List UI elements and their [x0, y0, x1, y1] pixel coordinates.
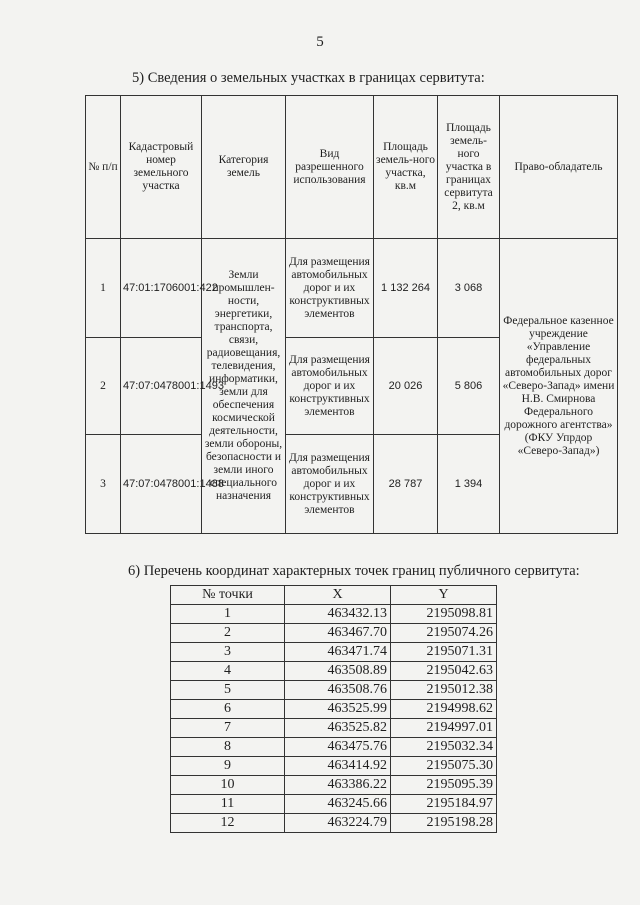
section6-heading: 6) Перечень координат характерных точек границ публичного сервитута: [128, 563, 580, 579]
permitted-use: Для размещения автомобильных дорог и их конструктивных элементов [286, 239, 374, 338]
table-row [86, 239, 618, 338]
col-header-use: Вид разрешенного использования [286, 96, 374, 239]
servitude-area: 1 394 [438, 435, 500, 534]
coord-row [171, 757, 497, 776]
point-number: 6 [171, 700, 285, 719]
coord-row [171, 795, 497, 814]
coord-y: 2195071.31 [391, 643, 497, 662]
coord-row [171, 719, 497, 738]
coord-x: 463386.22 [285, 776, 391, 795]
coord-x: 463525.82 [285, 719, 391, 738]
land-plots-table [85, 95, 618, 534]
point-number: 7 [171, 719, 285, 738]
col-header-y: Y [391, 586, 497, 605]
point-number: 12 [171, 814, 285, 833]
land-category: Земли промышлен-ности, энергетики, транспорта, связи, радиовещания, телевидения, информатики, земли для обеспечения космической деятельности, земли обороны, безопасности и земли иного специального назначения [202, 239, 286, 534]
coord-x: 463508.89 [285, 662, 391, 681]
coord-y: 2195095.39 [391, 776, 497, 795]
col-header-owner: Право-обладатель [500, 96, 618, 239]
coordinates-table [170, 585, 497, 833]
coord-row [171, 700, 497, 719]
coord-row [171, 681, 497, 700]
point-number: 4 [171, 662, 285, 681]
row-num: 1 [86, 239, 121, 338]
coord-x: 463471.74 [285, 643, 391, 662]
cadastral-number: 47:01:1706001:422 [121, 239, 202, 338]
coord-row [171, 814, 497, 833]
permitted-use: Для размещения автомобильных дорог и их конструктивных элементов [286, 435, 374, 534]
servitude-area: 5 806 [438, 338, 500, 435]
coord-y: 2194997.01 [391, 719, 497, 738]
col-header-area: Площадь земель-ного участка, кв.м [374, 96, 438, 239]
permitted-use: Для размещения автомобильных дорог и их конструктивных элементов [286, 338, 374, 435]
coord-header-row [171, 586, 497, 605]
coord-x: 463224.79 [285, 814, 391, 833]
row-num: 2 [86, 338, 121, 435]
coord-y: 2195198.28 [391, 814, 497, 833]
coord-row [171, 643, 497, 662]
coord-x: 463508.76 [285, 681, 391, 700]
plot-area: 1 132 264 [374, 239, 438, 338]
point-number: 11 [171, 795, 285, 814]
col-header-point: № точки [171, 586, 285, 605]
coord-y: 2195032.34 [391, 738, 497, 757]
coord-y: 2195184.97 [391, 795, 497, 814]
coord-y: 2195075.30 [391, 757, 497, 776]
coord-y: 2195098.81 [391, 605, 497, 624]
page-number: 5 [316, 34, 324, 50]
plot-area: 20 026 [374, 338, 438, 435]
servitude-area: 3 068 [438, 239, 500, 338]
col-header-cadastral: Кадастровый номер земельного участка [121, 96, 202, 239]
coord-row [171, 776, 497, 795]
coord-y: 2195074.26 [391, 624, 497, 643]
row-num: 3 [86, 435, 121, 534]
coord-y: 2195012.38 [391, 681, 497, 700]
coord-y: 2195042.63 [391, 662, 497, 681]
coord-x: 463467.70 [285, 624, 391, 643]
coord-x: 463432.13 [285, 605, 391, 624]
section5-heading: 5) Сведения о земельных участках в границах сервитута: [132, 70, 485, 86]
point-number: 1 [171, 605, 285, 624]
point-number: 8 [171, 738, 285, 757]
col-header-area-servitude: Площадь земель-ного участка в границах сервитута 2, кв.м [438, 96, 500, 239]
col-header-num: № п/п [86, 96, 121, 239]
coord-row [171, 738, 497, 757]
coord-x: 463245.66 [285, 795, 391, 814]
point-number: 10 [171, 776, 285, 795]
point-number: 5 [171, 681, 285, 700]
plot-area: 28 787 [374, 435, 438, 534]
coord-row [171, 662, 497, 681]
cadastral-number: 47:07:0478001:1488 [121, 435, 202, 534]
point-number: 9 [171, 757, 285, 776]
coord-x: 463414.92 [285, 757, 391, 776]
col-header-x: X [285, 586, 391, 605]
point-number: 2 [171, 624, 285, 643]
cadastral-number: 47:07:0478001:1493 [121, 338, 202, 435]
right-holder: Федеральное казенное учреждение «Управление федеральных автомобильных дорог «Северо-Запад» имени Н.В. Смирнова Федерального дорожного агентства» (ФКУ Упрдор «Северо-Запад») [500, 239, 618, 534]
table-header-row [86, 96, 618, 239]
coord-x: 463525.99 [285, 700, 391, 719]
col-header-category: Категория земель [202, 96, 286, 239]
coord-row [171, 605, 497, 624]
point-number: 3 [171, 643, 285, 662]
coord-y: 2194998.62 [391, 700, 497, 719]
coord-x: 463475.76 [285, 738, 391, 757]
coord-row [171, 624, 497, 643]
